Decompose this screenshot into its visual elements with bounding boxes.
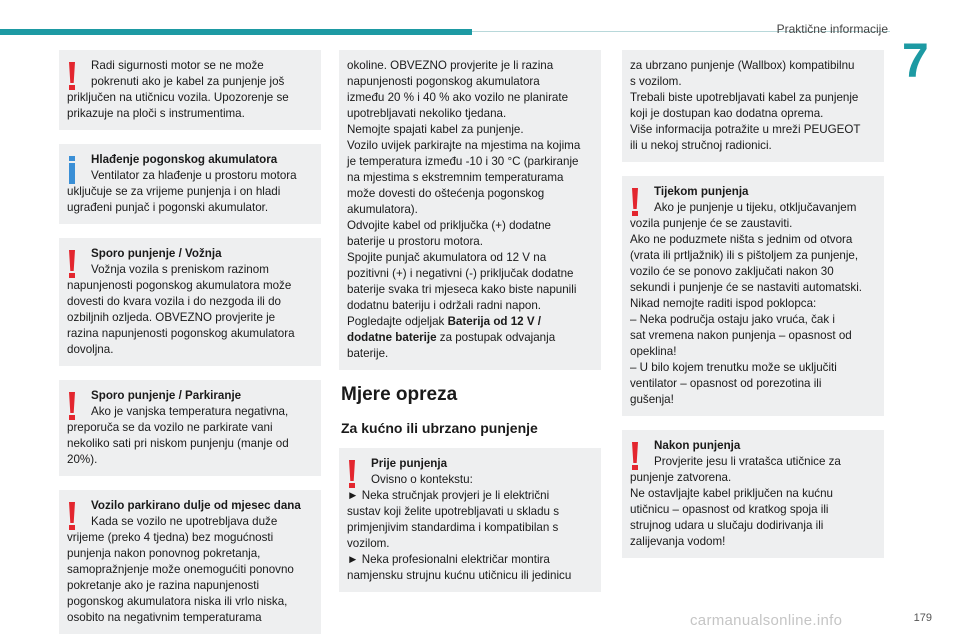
info-icon — [69, 156, 76, 184]
warning-icon — [69, 392, 76, 420]
chapter-number: 7 — [902, 35, 929, 88]
header-accent-bar — [0, 29, 472, 35]
column-middle — [339, 50, 601, 606]
warning-box-after-charging: Nakon punjenja Provjerite jesu li vratašca utičnice za punjenje zatvorena. Ne ostavljajte kabel priključen na kućnu utičnicu – opasnost od kratkog spoja ili strujnog udara u slučaju dodirivanja ili zalijevanja vodom! — [622, 430, 884, 558]
warning-icon — [69, 502, 76, 530]
warning-box-before-charging: Prije punjenja Ovisno o kontekstu: ► Neka stručnjak provjeri je li električni sustav koji želite upotrebljavati u skladu s primjenjivim standardima i kompatibilan s vozilom. ► Neka profesionalni električar montira namjensku strujnu kućnu utičnicu ili jedinicu — [339, 448, 601, 592]
warning-icon — [632, 188, 639, 216]
warning-icon — [69, 250, 76, 278]
warning-box-engine-start: Radi sigurnosti motor se ne može pokrenuti ako je kabel za punjenje još priključen na utičnicu vozila. Upozorenje se prikazuje na ploči s instrumentima. — [59, 50, 321, 130]
cross-reference-line: Pogledajte odjeljak Baterija od 12 V / — [347, 315, 541, 328]
warning-box-during-charging: Tijekom punjenja Ako je punjenje u tijeku, otključavanjem vozila punjenje će se zaustaviti. Ako ne poduzmete ništa s jednim od otvora (vrata ili prtljažnik) ili s pištoljem za punjenje, vozilo će se ponovo zaključati nakon 30 sekundi i punjenje će se nastaviti automatski. Nikad nemojte raditi ispod poklopca: – Neka područja ostaju jako vruća, čak i sat vremena nakon punjenja – opasnost od opeklina! – U bilo kojem trenutku može se uključiti ventilator – opasnost od porezotina ili gušenja! — [622, 176, 884, 416]
info-box-battery-cooling: Hlađenje pogonskog akumulatora Ventilator za hlađenje u prostoru motora uključuje se za vrijeme punjenja i on hladi ugrađeni punjač i pogonski akumulator. — [59, 144, 321, 224]
watermark: carmanualsonline.info — [690, 612, 843, 629]
warning-icon — [632, 442, 639, 470]
column-left — [59, 50, 321, 640]
warning-icon — [69, 62, 76, 90]
continued-box-before-charging: za ubrzano punjenje (Wallbox) kompatibilnu s vozilom. Trebali biste upotrebljavati kabel za punjenje koji je dostupan kao dodatna oprema. Više informacija potražite u mreži PEUGEOT ili u nekoj stručnoj radionici. — [622, 50, 884, 162]
page-number: 179 — [913, 612, 932, 624]
warning-icon — [349, 460, 356, 488]
continued-box-long-parking: okoline. OBVEZNO provjerite je li razina napunjenosti pogonskog akumulatora između 20 % i 40 % ako vozilo ne planirate upotrebljavati nekoliko tjedana. Nemojte spajati kabel za punjenje. Vozilo uvijek parkirajte na mjestima na kojima je temperatura između -10 i 30 °C (parkiranje na mjestima s ekstremnim temperaturama može dovesti do oštećenja pogonskog akumulatora). Odvojite kabel od priključka (+) dodatne baterije u prostoru motora. Spojite punjač akumulatora od 12 V na pozitivni (+) i negativni (-) priključak dodatne baterije svaka tri mjeseca kako biste napunili dodatnu bateriju i održali radni napon. Pogledajte odjeljak Baterija od 12 V / dodatne baterije za postupak odvajanja baterije. — [339, 50, 601, 370]
warning-box-slow-charging-driving: Sporo punjenje / Vožnja Vožnja vozila s preniskom razinom napunjenosti pogonskog akumulatora može dovesti do kvara vozila i do nezgoda ili do ozbiljnih ozljeda. OBVEZNO provjerite je razina napunjenosti pogonskog akumulatora dovoljna. — [59, 238, 321, 366]
warning-box-long-parking: Vozilo parkirano dulje od mjesec dana Kada se vozilo ne upotrebljava duže vrijeme (preko 4 tjedna) bez mogućnosti punjenja nakon ponovnog pokretanja, samopražnjenje može onemogućiti ponovno pokretanje ako je razina napunjenosti pogonskog akumulatora niska ili vrlo niska, osobito na negativnim temperaturama — [59, 490, 321, 634]
warning-box-slow-charging-parking: Sporo punjenje / Parkiranje Ako je vanjska temperatura negativna, preporuča se da vozilo ne parkirate vani nekoliko sati pri niskom punjenju (manje od 20%). — [59, 380, 321, 476]
section-title: Mjere opreza — [341, 384, 458, 405]
column-right — [622, 50, 884, 572]
page-section-title: Praktične informacije — [776, 22, 888, 36]
sub-title: Za kućno ili ubrzano punjenje — [341, 420, 538, 436]
